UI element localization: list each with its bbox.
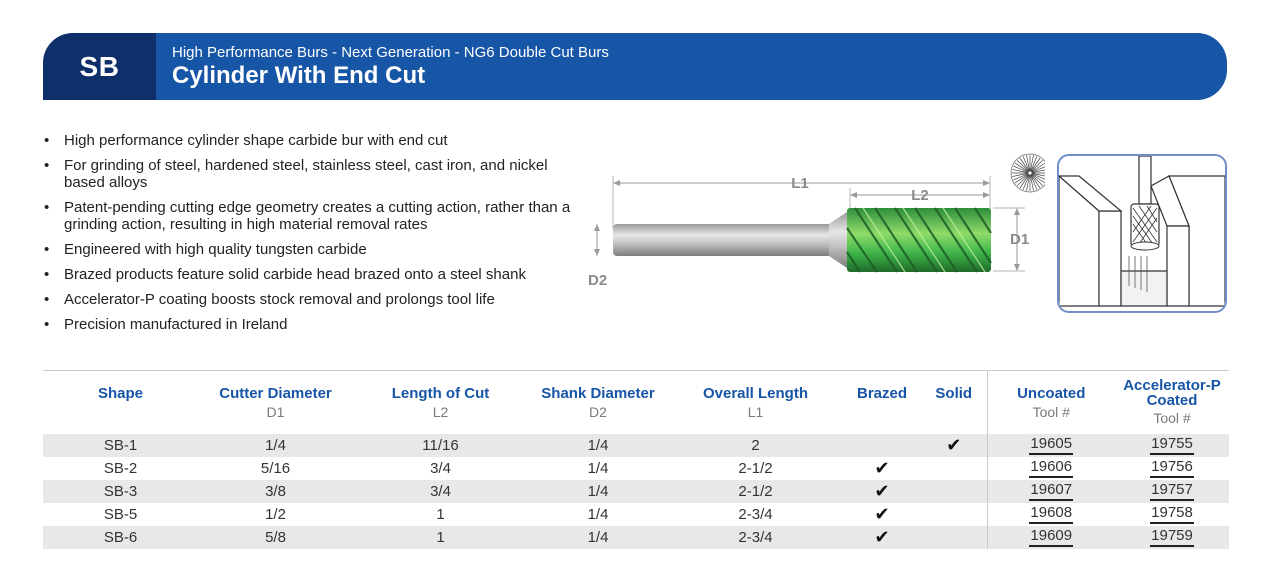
header-shape: Shape: [43, 371, 198, 434]
header-cutter-diameter: Cutter Diameter D1: [198, 371, 353, 434]
cell-solid-check: ✔: [921, 434, 987, 457]
cell-shank-diameter: 1/4: [587, 459, 609, 477]
cell-shape: SB-3: [43, 480, 198, 503]
cell-uncoated-tool: [987, 480, 1115, 503]
cell-shape: SB-2: [103, 459, 138, 477]
cell-shank-diameter: 1/4: [587, 505, 609, 523]
uncoated-tool-link[interactable]: 19606: [1029, 458, 1073, 478]
cell-solid-check: [921, 480, 987, 503]
slot-cutting-illustration: [1059, 156, 1225, 311]
cell-shape: SB-5: [103, 505, 138, 523]
cell-overall-length: 2-1/2: [668, 480, 843, 503]
feature-item: • Accelerator-P coating boosts stock removal and prolongs tool life: [43, 291, 583, 308]
cell-solid-check: [921, 526, 987, 549]
table-row: [43, 457, 1229, 480]
cell-cutter-diameter: 3/8: [198, 480, 353, 503]
cell-cutter-diameter: 1/2: [265, 505, 286, 523]
cell-brazed-check: ✔: [843, 480, 921, 503]
header-uncoated: Uncoated Tool #: [987, 371, 1115, 434]
cell-length-of-cut: 1: [436, 505, 445, 523]
product-subtitle: High Performance Burs - Next Generation - NG6 Double Cut Burs: [172, 44, 609, 61]
table-row: [43, 480, 1229, 503]
l1-label: L1: [791, 175, 809, 192]
cell-coated-tool: [1115, 480, 1229, 503]
table-row: [43, 434, 1229, 457]
feature-item: • Engineered with high quality tungsten carbide: [43, 241, 583, 258]
cell-overall-length: 2: [668, 434, 843, 457]
cell-brazed-check: [843, 434, 921, 457]
table-header-row: [43, 371, 1229, 434]
bur-dimension-diagram: [585, 148, 1045, 298]
cell-coated-tool: [1115, 457, 1229, 480]
l2-label: L2: [911, 187, 929, 204]
header-overall-length: Overall Length L1: [668, 371, 843, 434]
cell-length-of-cut: 1: [353, 526, 528, 549]
cell-solid-check: [921, 503, 987, 526]
coated-tool-link[interactable]: 19755: [1150, 435, 1194, 455]
feature-item: • For grinding of steel, hardened steel, stainless steel, cast iron, and nickel based alloys: [43, 157, 583, 191]
cell-uncoated-tool: [987, 503, 1115, 526]
feature-item: • Patent-pending cutting edge geometry creates a cutting action, rather than a grinding action, resulting in high material removal rates: [43, 199, 583, 233]
coated-tool-link[interactable]: 19756: [1150, 458, 1194, 478]
header-shank-diameter: Shank Diameter D2: [528, 371, 668, 434]
uncoated-tool-link[interactable]: 19608: [1029, 504, 1073, 524]
cell-shank-diameter: 1/4: [528, 434, 668, 457]
header-solid: Solid: [921, 371, 987, 434]
table-row: [43, 503, 1229, 526]
header-banner: [43, 33, 1227, 100]
feature-item: • Brazed products feature solid carbide head brazed onto a steel shank: [43, 266, 583, 283]
feature-item: • High performance cylinder shape carbide bur with end cut: [43, 132, 583, 149]
cell-coated-tool: [1115, 434, 1229, 457]
coated-tool-link[interactable]: 19758: [1150, 504, 1194, 524]
cell-cutter-diameter: 1/4: [198, 434, 353, 457]
cell-overall-length: 2-3/4: [738, 505, 773, 523]
end-view-icon: [1011, 154, 1045, 192]
d2-label: D2: [588, 272, 608, 289]
cell-brazed-check: ✔: [874, 457, 890, 478]
coated-tool-link[interactable]: 19759: [1150, 527, 1194, 547]
cell-shape: SB-1: [43, 434, 198, 457]
bur-shank: [613, 224, 841, 256]
cell-overall-length: 2-3/4: [668, 526, 843, 549]
header-brazed: Brazed: [843, 371, 921, 434]
cell-length-of-cut: 11/16: [353, 434, 528, 457]
cell-coated-tool: [1115, 503, 1229, 526]
cell-brazed-check: ✔: [843, 526, 921, 549]
header-accelerator-coated: Accelerator-P Coated Tool #: [1115, 371, 1229, 434]
feature-list: [43, 132, 583, 341]
d1-label: D1: [1010, 231, 1030, 248]
cell-shank-diameter: 1/4: [528, 526, 668, 549]
uncoated-tool-link[interactable]: 19607: [1029, 481, 1073, 501]
cell-solid-check: [921, 457, 987, 480]
cell-shank-diameter: 1/4: [528, 480, 668, 503]
cell-cutter-diameter: 5/16: [260, 459, 291, 477]
cell-uncoated-tool: [987, 434, 1115, 457]
product-title: Cylinder With End Cut: [172, 62, 426, 89]
cell-coated-tool: [1115, 526, 1229, 549]
cell-length-of-cut: 3/4: [353, 480, 528, 503]
cell-shape: SB-6: [43, 526, 198, 549]
uncoated-tool-link[interactable]: 19605: [1029, 435, 1073, 455]
cell-uncoated-tool: [987, 526, 1115, 549]
spec-table: [43, 370, 1229, 549]
product-code: SB: [43, 33, 156, 100]
coated-tool-link[interactable]: 19757: [1150, 481, 1194, 501]
cell-length-of-cut: 3/4: [430, 459, 451, 477]
cell-brazed-check: ✔: [874, 503, 890, 524]
table-row: [43, 526, 1229, 549]
header-length-of-cut: Length of Cut L2: [353, 371, 528, 434]
application-illustration: [1057, 154, 1227, 313]
uncoated-tool-link[interactable]: 19609: [1029, 527, 1073, 547]
cell-cutter-diameter: 5/8: [198, 526, 353, 549]
feature-item: • Precision manufactured in Ireland: [43, 316, 583, 333]
cell-uncoated-tool: [987, 457, 1115, 480]
cell-overall-length: 2-1/2: [738, 459, 773, 477]
